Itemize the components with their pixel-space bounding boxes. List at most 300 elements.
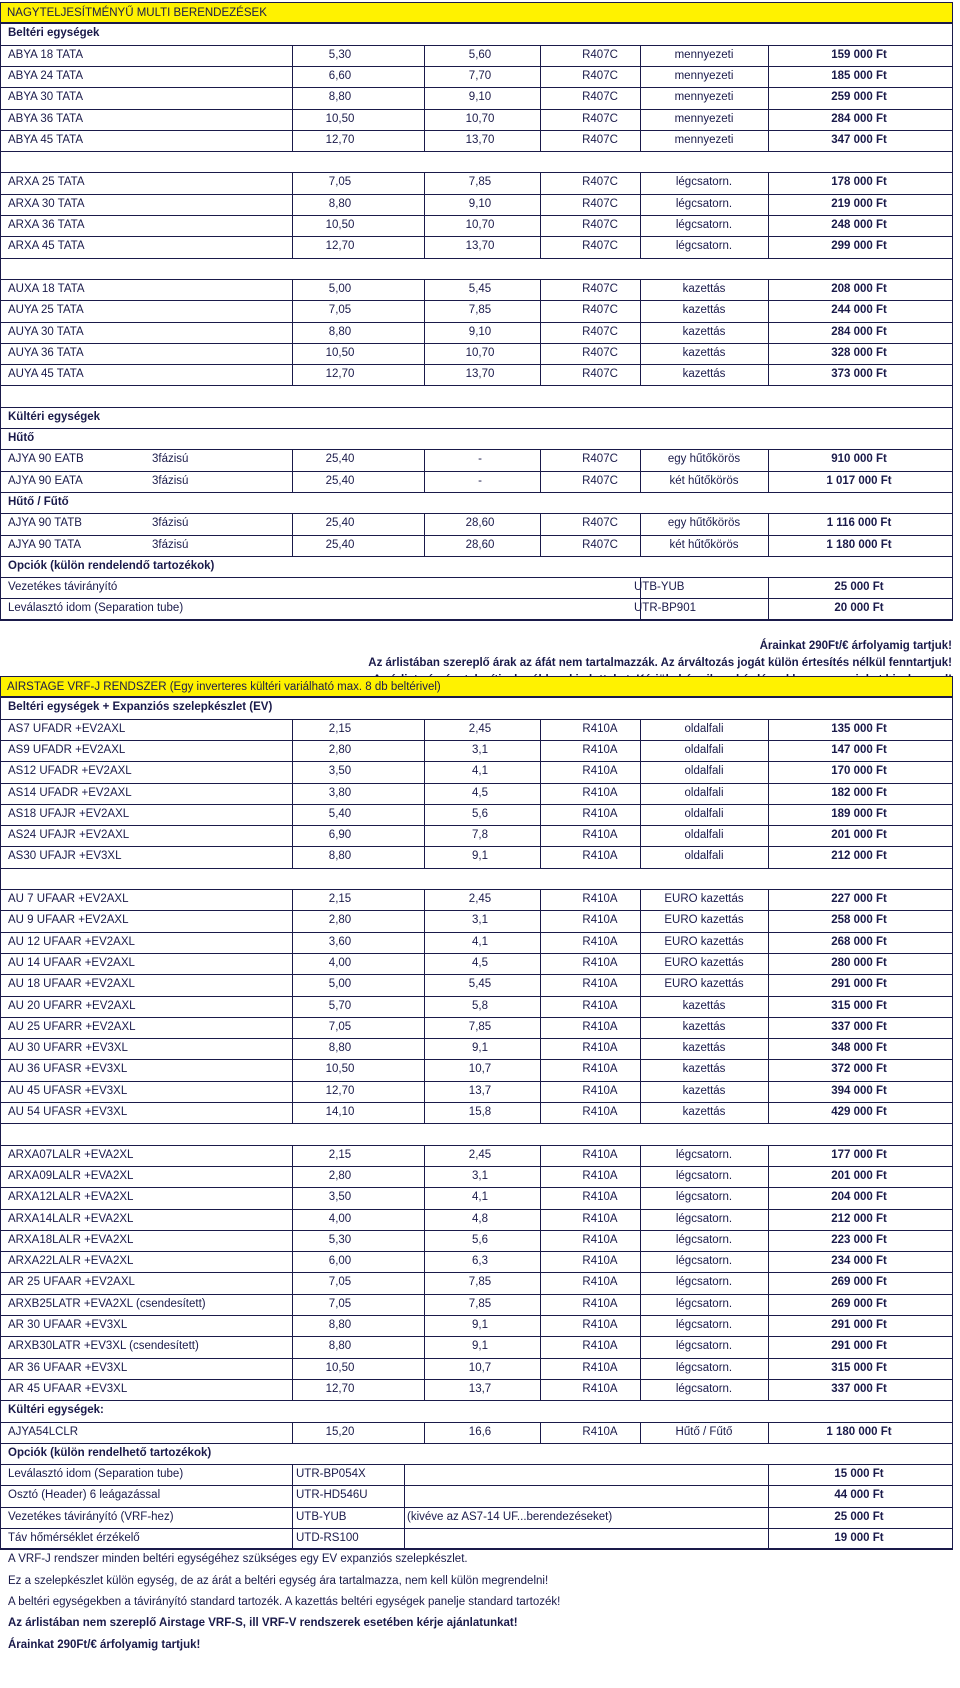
heating-capacity: 2,45 [468,893,492,905]
cooling-capacity: 2,80 [328,914,352,927]
footnote: Árainkat 290Ft/€ árfolyamig tartjuk! [8,1638,201,1651]
cooling-capacity: 3,50 [328,1191,352,1204]
model-name: ARXA 30 TATA [8,197,85,210]
price: 204 000 Ft [831,1191,887,1204]
refrigerant: R410A [582,1191,618,1204]
model-name: AR 30 UFAAR +EV3XL [8,1319,128,1331]
model-name: ARXA 36 TATA [8,219,85,231]
refrigerant: R407C [582,368,618,381]
circuit-type: két hűtőkörös [669,474,739,487]
unit-type: kazettás [682,1106,726,1118]
cooling-capacity: 10,50 [325,346,355,359]
price: 170 000 Ft [831,765,887,778]
price: 135 000 Ft [831,722,887,735]
model-name: AJYA 90 TATA [8,538,82,551]
cooling-capacity: 25,40 [325,474,355,487]
option-name: Osztó (Header) 6 leágazással [8,1489,161,1502]
refrigerant: R410A [582,1042,618,1055]
cooling-capacity: 10,50 [325,219,355,231]
footnote: Az árlistában nem szereplő Airstage VRF-S, ill VRF-V rendszerek esetében kérje ajánlatunkat! [8,1617,518,1630]
option-price: 25 000 Ft [834,581,884,594]
model-name: ARXA14LALR +EVA2XL [8,1212,134,1225]
unit-type: oldalfali [684,850,724,863]
cooling-capacity: 7,05 [328,1020,352,1033]
heating-capacity: 3,1 [472,914,488,927]
heating-capacity: 2,45 [468,1148,492,1161]
cooling-capacity: 3,80 [328,786,352,799]
refrigerant: R407C [582,219,618,231]
unit-type: EURO kazettás [664,893,744,905]
heating-capacity: 7,85 [468,176,492,189]
heating-capacity: 2,45 [468,722,492,735]
price: 234 000 Ft [831,1255,887,1268]
unit-type: légcsatorn. [675,197,733,210]
price: 328 000 Ft [831,346,887,359]
heating-capacity: 4,5 [472,786,488,799]
model-name: AU 18 UFAAR +EV2AXL [8,978,135,991]
heatpump-label-text: Hűtő / Fűtő [8,495,69,508]
heating-capacity: 13,70 [465,368,495,381]
price: 244 000 Ft [831,304,887,317]
heating-capacity: - [478,453,482,466]
model-name: AU 9 UFAAR +EV2AXL [8,914,129,927]
heating-capacity: 7,8 [472,829,488,842]
refrigerant: R410A [582,956,618,969]
option-code: UTR-BP901 [634,602,696,615]
unit-type: Hűtő / Fűtő [675,1425,733,1438]
heating-capacity: 9,1 [472,1340,488,1353]
heating-capacity: 5,6 [472,807,488,820]
option-price: 19 000 Ft [834,1532,884,1544]
heating-capacity: 3,1 [472,1169,488,1182]
cooling-capacity: 5,30 [328,1233,352,1246]
price: 280 000 Ft [831,956,887,969]
unit-type: légcsatorn. [675,1319,733,1331]
refrigerant: R407C [582,240,618,253]
phase: 3fázisú [152,453,189,466]
phase: 3fázisú [152,538,189,551]
model-name: AU 54 UFASR +EV3XL [8,1106,128,1118]
refrigerant: R410A [582,1297,618,1310]
outdoor-label-text: Kültéri egységek: [8,1404,104,1417]
price: 212 000 Ft [831,850,887,863]
price: 201 000 Ft [831,829,887,842]
price: 227 000 Ft [831,893,887,905]
unit-type: kazettás [682,282,726,295]
model-name: AUXA 18 TATA [8,282,85,295]
refrigerant: R407C [582,282,618,295]
price: 1 017 000 Ft [826,474,892,487]
refrigerant: R407C [582,133,618,146]
model-name: AUYA 36 TATA [8,346,84,359]
price: 315 000 Ft [831,1361,887,1374]
refrigerant: R410A [582,1020,618,1033]
unit-type: légcsatorn. [675,1169,733,1182]
option-name: Vezetékes távirányító [8,581,118,594]
model-name: AUYA 25 TATA [8,304,84,317]
price: 291 000 Ft [831,1319,887,1331]
heating-capacity: 10,7 [468,1361,492,1374]
heating-capacity: 6,3 [472,1255,488,1268]
indoor-label-text: Beltéri egységek [8,27,100,40]
cooling-capacity: 7,05 [328,304,352,317]
model-name: AUYA 45 TATA [8,368,84,381]
refrigerant: R410A [582,786,618,799]
heating-capacity: 10,70 [465,219,495,231]
unit-type: légcsatorn. [675,1233,733,1246]
unit-type: EURO kazettás [664,956,744,969]
cooling-capacity: 12,70 [325,240,355,253]
section2-frame [0,697,953,1549]
heating-capacity: 5,45 [468,282,492,295]
section-title: AIRSTAGE VRF-J RENDSZER (Egy inverteres kültéri variálható max. 8 db beltérivel) [7,681,441,693]
model-name: AS24 UFAJR +EV2AXL [8,829,130,842]
cooling-capacity: 8,80 [328,1042,352,1055]
option-code: UTR-BP054X [296,1468,366,1481]
refrigerant: R410A [582,850,618,863]
model-name: ABYA 45 TATA [8,133,83,146]
heating-capacity: 10,70 [465,346,495,359]
heating-capacity: 16,6 [468,1425,492,1438]
cooling-capacity: 5,00 [328,282,352,295]
unit-type: EURO kazettás [664,935,744,948]
circuit-type: egy hűtőkörös [667,517,741,530]
heating-capacity: 9,10 [468,197,492,210]
cooling-capacity: 8,80 [328,197,352,210]
refrigerant: R410A [582,1212,618,1225]
refrigerant: R407C [582,176,618,189]
cooling-capacity: 5,00 [328,978,352,991]
refrigerant: R407C [582,325,618,338]
cooling-capacity: 8,80 [328,1319,352,1331]
refrigerant: R410A [582,999,618,1012]
unit-type: kazettás [682,1020,726,1033]
price: 208 000 Ft [831,282,887,295]
price: 182 000 Ft [831,786,887,799]
cooling-capacity: 2,15 [328,722,352,735]
note-line: Árainkat 290Ft/€ árfolyamig tartjuk! [759,639,952,652]
cooling-capacity: 6,90 [328,829,352,842]
model-name: AR 36 UFAAR +EV3XL [8,1361,128,1374]
heating-capacity: 3,1 [472,743,488,756]
model-name: AJYA54LCLR [8,1425,79,1438]
refrigerant: R410A [582,1148,618,1161]
cooling-capacity: 8,80 [328,850,352,863]
option-code: UTD-RS100 [296,1532,359,1544]
model-name: AU 12 UFAAR +EV2AXL [8,935,135,948]
cooling-capacity: 6,00 [328,1255,352,1268]
circuit-type: egy hűtőkörös [667,453,741,466]
cooling-capacity: 3,60 [328,935,352,948]
unit-type: légcsatorn. [675,1340,733,1353]
section-title: NAGYTELJESÍTMÉNYŰ MULTI BERENDEZÉSEK [7,7,267,19]
cooling-capacity: 7,05 [328,1276,352,1289]
refrigerant: R410A [582,1382,618,1395]
heating-capacity: 7,70 [468,69,492,82]
option-name: Leválasztó idom (Separation tube) [8,602,184,615]
heating-capacity: 13,7 [468,1382,492,1395]
unit-type: mennyezeti [674,133,734,146]
cooling-capacity: 12,70 [325,1084,355,1097]
model-name: AU 20 UFARR +EV2AXL [8,999,136,1012]
heating-capacity: 5,60 [468,48,492,61]
circuit-type: két hűtőkörös [669,538,739,551]
option-price: 20 000 Ft [834,602,884,615]
heating-capacity: 5,6 [472,1233,488,1246]
refrigerant: R410A [582,1084,618,1097]
price: 910 000 Ft [831,453,887,466]
cooling-capacity: 15,20 [325,1425,355,1438]
price: 269 000 Ft [831,1297,887,1310]
cooling-capacity: 25,40 [325,453,355,466]
price: 269 000 Ft [831,1276,887,1289]
model-name: ARXA 45 TATA [8,240,85,253]
heating-capacity: 10,7 [468,1063,492,1076]
unit-type: légcsatorn. [675,176,733,189]
cooling-capacity: 6,60 [328,69,352,82]
unit-type: légcsatorn. [675,219,733,231]
indoor-label-text: Beltéri egységek + Expanziós szelepkészlet (EV) [8,701,273,714]
unit-type: mennyezeti [674,91,734,104]
option-price: 25 000 Ft [834,1510,884,1523]
cooling-capacity: 8,80 [328,1340,352,1353]
option-price: 15 000 Ft [834,1468,884,1481]
model-name: AU 14 UFAAR +EV2AXL [8,956,135,969]
heating-capacity: 10,70 [465,112,495,125]
refrigerant: R410A [582,807,618,820]
model-name: ARXB25LATR +EVA2XL (csendesített) [8,1297,206,1310]
unit-type: légcsatorn. [675,1255,733,1268]
refrigerant: R407C [582,197,618,210]
unit-type: mennyezeti [674,69,734,82]
heating-capacity: 28,60 [465,538,495,551]
model-name: AR 45 UFAAR +EV3XL [8,1382,128,1395]
refrigerant: R410A [582,765,618,778]
heating-capacity: 9,10 [468,91,492,104]
model-name: AS30 UFAJR +EV3XL [8,850,122,863]
price: 185 000 Ft [831,69,887,82]
cooling-label-text: Hűtő [8,432,35,444]
price: 284 000 Ft [831,325,887,338]
refrigerant: R407C [582,304,618,317]
options-label-text: Opciók (külön rendelendő tartozékok) [8,559,215,572]
unit-type: oldalfali [684,829,724,842]
heating-capacity: 9,1 [472,1319,488,1331]
option-name: Leválasztó idom (Separation tube) [8,1468,184,1481]
price: 147 000 Ft [831,743,887,756]
model-name: AJYA 90 EATA [8,474,83,487]
heating-capacity: 13,70 [465,240,495,253]
phase: 3fázisú [152,517,189,530]
model-name: ABYA 18 TATA [8,48,83,61]
unit-type: légcsatorn. [675,1212,733,1225]
unit-type: oldalfali [684,807,724,820]
heating-capacity: - [478,474,482,487]
price: 219 000 Ft [831,197,887,210]
price: 291 000 Ft [831,1340,887,1353]
unit-type: kazettás [682,1042,726,1055]
unit-type: kazettás [682,1084,726,1097]
model-name: ARXA07LALR +EVA2XL [8,1148,134,1161]
cooling-capacity: 7,05 [328,1297,352,1310]
price: 348 000 Ft [831,1042,887,1055]
unit-type: kazettás [682,999,726,1012]
refrigerant: R407C [582,112,618,125]
model-name: ABYA 24 TATA [8,69,83,82]
price: 1 180 000 Ft [826,1425,892,1438]
unit-type: légcsatorn. [675,1361,733,1374]
section-title-bar [0,2,953,23]
model-name: AS9 UFADR +EV2AXL [8,743,126,756]
price: 347 000 Ft [831,133,887,146]
refrigerant: R410A [582,1340,618,1353]
option-name: Vezetékes távirányító (VRF-hez) [8,1510,174,1523]
price: 248 000 Ft [831,219,887,231]
section-title-bar [0,676,953,697]
unit-type: légcsatorn. [675,1297,733,1310]
unit-type: mennyezeti [674,112,734,125]
price: 212 000 Ft [831,1212,887,1225]
price: 284 000 Ft [831,112,887,125]
model-name: AU 7 UFAAR +EV2AXL [8,893,129,905]
price: 189 000 Ft [831,807,887,820]
cooling-capacity: 12,70 [325,1382,355,1395]
model-name: AS7 UFADR +EV2AXL [8,722,126,735]
model-name: AUYA 30 TATA [8,325,84,338]
cooling-capacity: 12,70 [325,133,355,146]
unit-type: EURO kazettás [664,914,744,927]
model-name: AJYA 90 TATB [8,517,82,530]
model-name: ABYA 36 TATA [8,112,83,125]
refrigerant: R407C [582,48,618,61]
price: 337 000 Ft [831,1382,887,1395]
cooling-capacity: 10,50 [325,1063,355,1076]
unit-type: kazettás [682,346,726,359]
outdoor-label-text: Kültéri egységek [8,410,101,423]
refrigerant: R407C [582,517,618,530]
price: 159 000 Ft [831,48,887,61]
model-name: ARXA22LALR +EVA2XL [8,1255,134,1268]
model-name: ARXA12LALR +EVA2XL [8,1191,134,1204]
unit-type: légcsatorn. [675,1276,733,1289]
cooling-capacity: 4,00 [328,956,352,969]
cooling-capacity: 4,00 [328,1212,352,1225]
unit-type: kazettás [682,1063,726,1076]
refrigerant: R407C [582,474,618,487]
unit-type: oldalfali [684,765,724,778]
heating-capacity: 9,1 [472,1042,488,1055]
footnote: A VRF-J rendszer minden beltéri egységéhez szükséges egy EV expanziós szelepkészlet. [8,1553,468,1566]
cooling-capacity: 5,40 [328,807,352,820]
option-note: (kivéve az AS7-14 UF...berendezéseket) [407,1510,613,1523]
unit-type: oldalfali [684,722,724,735]
unit-type: kazettás [682,304,726,317]
refrigerant: R407C [582,91,618,104]
refrigerant: R410A [582,722,618,735]
refrigerant: R410A [582,1255,618,1268]
unit-type: mennyezeti [674,48,734,61]
refrigerant: R410A [582,914,618,927]
model-name: AU 25 UFARR +EV2AXL [8,1020,136,1033]
heating-capacity: 7,85 [468,1020,492,1033]
price: 268 000 Ft [831,935,887,948]
refrigerant: R410A [582,1425,618,1438]
heating-capacity: 9,10 [468,325,492,338]
price: 177 000 Ft [831,1148,887,1161]
unit-type: légcsatorn. [675,1148,733,1161]
cooling-capacity: 25,40 [325,538,355,551]
cooling-capacity: 2,80 [328,1169,352,1182]
option-name: Táv hőmérséklet érzékelő [8,1532,140,1544]
model-name: AS14 UFADR +EV2AXL [8,786,132,799]
model-name: ARXA 25 TATA [8,176,85,189]
cooling-capacity: 3,50 [328,765,352,778]
price: 315 000 Ft [831,999,887,1012]
refrigerant: R407C [582,453,618,466]
heating-capacity: 28,60 [465,517,495,530]
heating-capacity: 13,70 [465,133,495,146]
price: 1 180 000 Ft [826,538,892,551]
cooling-capacity: 7,05 [328,176,352,189]
cooling-capacity: 2,15 [328,1148,352,1161]
option-code: UTR-HD546U [296,1489,368,1502]
heating-capacity: 5,8 [472,999,488,1012]
option-code: UTB-YUB [296,1510,347,1523]
refrigerant: R410A [582,1063,618,1076]
unit-type: kazettás [682,325,726,338]
model-name: AS18 UFAJR +EV2AXL [8,807,130,820]
heating-capacity: 5,45 [468,978,492,991]
cooling-capacity: 10,50 [325,112,355,125]
cooling-capacity: 2,15 [328,893,352,905]
refrigerant: R410A [582,893,618,905]
refrigerant: R407C [582,69,618,82]
section1-frame [0,23,953,619]
refrigerant: R410A [582,829,618,842]
model-name: AU 30 UFARR +EV3XL [8,1042,128,1055]
cooling-capacity: 12,70 [325,368,355,381]
price: 299 000 Ft [831,240,887,253]
price: 1 116 000 Ft [826,517,892,530]
price: 291 000 Ft [831,978,887,991]
cooling-capacity: 2,80 [328,743,352,756]
price: 394 000 Ft [831,1084,887,1097]
cooling-capacity: 5,70 [328,999,352,1012]
footnote: Ez a szelepkészlet külön egység, de az árát a beltéri egység ára tartalmazza, nem kell külön megrendelni! [8,1574,549,1587]
grid-line [0,620,953,621]
unit-type: légcsatorn. [675,1382,733,1395]
model-name: ARXB30LATR +EV3XL (csendesített) [8,1340,199,1353]
model-name: ARXA09LALR +EVA2XL [8,1169,134,1182]
refrigerant: R410A [582,978,618,991]
price: 258 000 Ft [831,914,887,927]
price: 178 000 Ft [831,176,887,189]
refrigerant: R407C [582,346,618,359]
model-name: AU 45 UFASR +EV3XL [8,1084,128,1097]
refrigerant: R410A [582,743,618,756]
heating-capacity: 4,8 [472,1212,488,1225]
price: 337 000 Ft [831,1020,887,1033]
heating-capacity: 7,85 [468,304,492,317]
cooling-capacity: 10,50 [325,1361,355,1374]
cooling-capacity: 8,80 [328,325,352,338]
unit-type: légcsatorn. [675,1191,733,1204]
refrigerant: R410A [582,1319,618,1331]
unit-type: oldalfali [684,786,724,799]
heating-capacity: 9,1 [472,850,488,863]
refrigerant: R410A [582,1106,618,1118]
heating-capacity: 7,85 [468,1297,492,1310]
